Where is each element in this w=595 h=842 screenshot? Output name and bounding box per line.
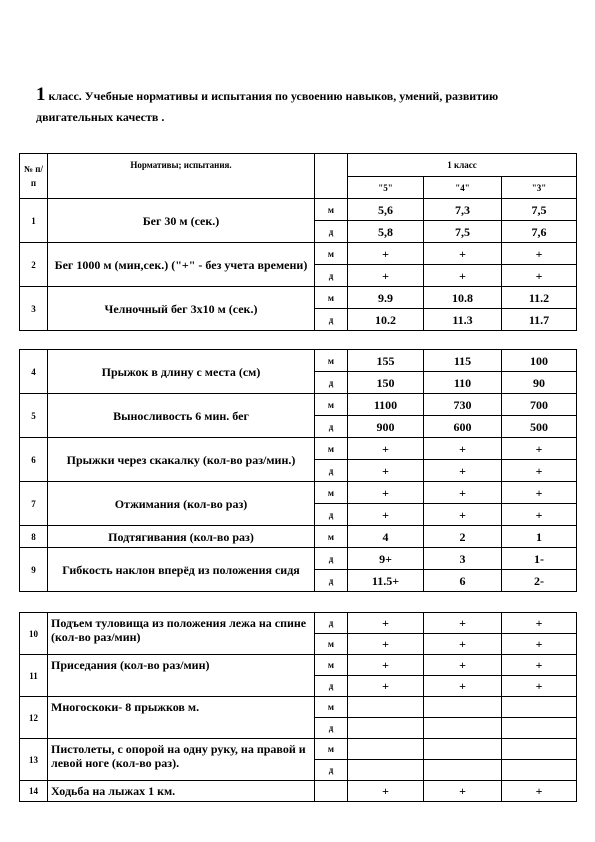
grade-4-value: 6 bbox=[424, 570, 502, 592]
grade-5-value: + bbox=[348, 265, 424, 287]
grade-4-value: + bbox=[424, 460, 502, 482]
gender-cell: д bbox=[315, 570, 348, 592]
grade-5-value: 150 bbox=[348, 372, 424, 394]
grade-4-value: + bbox=[424, 655, 502, 676]
norm-name: Бег 30 м (сек.) bbox=[48, 199, 315, 243]
row-number: 11 bbox=[20, 655, 48, 697]
header-grade-5: "5" bbox=[348, 177, 424, 199]
gender-cell: м bbox=[315, 655, 348, 676]
grade-5-value: + bbox=[348, 634, 424, 655]
table-row bbox=[20, 394, 577, 416]
grade-5-value: + bbox=[348, 482, 424, 504]
grade-4-value: + bbox=[424, 482, 502, 504]
row-number: 5 bbox=[20, 394, 48, 438]
grade-5-value: 9.9 bbox=[348, 287, 424, 309]
gender-cell: м bbox=[315, 438, 348, 460]
grade-4-value: + bbox=[424, 265, 502, 287]
norm-name: Многоскоки- 8 прыжков м. bbox=[48, 697, 315, 739]
norm-name: Бег 1000 м (мин,сек.) ("+" - без учета времени) bbox=[48, 243, 315, 287]
grade-3-value: + bbox=[502, 655, 577, 676]
gender-cell: д bbox=[315, 309, 348, 331]
gender-cell: д bbox=[315, 221, 348, 243]
grade-5-value: 11.5+ bbox=[348, 570, 424, 592]
table-row bbox=[20, 655, 577, 676]
grade-3-value: 100 bbox=[502, 350, 577, 372]
gender-cell: д bbox=[315, 372, 348, 394]
grade-5-value: 10.2 bbox=[348, 309, 424, 331]
norm-name: Ходьба на лыжах 1 км. bbox=[48, 781, 315, 802]
norm-name: Отжимания (кол-во раз) bbox=[48, 482, 315, 526]
row-number: 7 bbox=[20, 482, 48, 526]
row-number: 10 bbox=[20, 613, 48, 655]
grade-4-value: 2 bbox=[424, 526, 502, 548]
row-number: 14 bbox=[20, 781, 48, 802]
grade-5-value: 5,8 bbox=[348, 221, 424, 243]
grade-3-value: + bbox=[502, 243, 577, 265]
gender-cell: м bbox=[315, 199, 348, 221]
grade-3-value: 11.7 bbox=[502, 309, 577, 331]
grade-3-value: 1- bbox=[502, 548, 577, 570]
table-row bbox=[20, 350, 577, 372]
grade-3-value bbox=[502, 739, 577, 760]
table-row bbox=[20, 243, 577, 265]
grade-5-value: 4 bbox=[348, 526, 424, 548]
gender-cell: м bbox=[315, 287, 348, 309]
grade-4-value bbox=[424, 697, 502, 718]
gender-cell: д bbox=[315, 504, 348, 526]
header-class: 1 класс bbox=[348, 154, 577, 177]
grade-4-value: 115 bbox=[424, 350, 502, 372]
table-row bbox=[20, 781, 577, 802]
grade-5-value: + bbox=[348, 243, 424, 265]
gender-cell: м bbox=[315, 394, 348, 416]
grade-4-value: 10.8 bbox=[424, 287, 502, 309]
gender-cell: д bbox=[315, 265, 348, 287]
grade-5-value: 5,6 bbox=[348, 199, 424, 221]
grade-4-value: + bbox=[424, 781, 502, 802]
grade-3-value: 7,5 bbox=[502, 199, 577, 221]
table-row bbox=[20, 287, 577, 309]
gender-cell: д bbox=[315, 760, 348, 781]
row-number: 12 bbox=[20, 697, 48, 739]
grade-4-value bbox=[424, 760, 502, 781]
row-number: 9 bbox=[20, 548, 48, 592]
gender-cell: д bbox=[315, 548, 348, 570]
grade-4-value: + bbox=[424, 676, 502, 697]
gender-cell: д bbox=[315, 460, 348, 482]
grade-3-value: 1 bbox=[502, 526, 577, 548]
gender-cell: д bbox=[315, 676, 348, 697]
header-gender-blank bbox=[315, 154, 348, 199]
norm-name: Подъем туловища из положения лежа на спине (кол-во раз/мин) bbox=[48, 613, 315, 655]
grade-3-value: 7,6 bbox=[502, 221, 577, 243]
header-name: Нормативы; испытания. bbox=[48, 154, 315, 199]
norms-table-section-3 bbox=[19, 612, 577, 802]
table-row bbox=[20, 482, 577, 504]
row-number: 3 bbox=[20, 287, 48, 331]
grade-3-value: 500 bbox=[502, 416, 577, 438]
grade-5-value: 900 bbox=[348, 416, 424, 438]
grade-3-value bbox=[502, 760, 577, 781]
grade-5-value bbox=[348, 697, 424, 718]
table-row bbox=[20, 613, 577, 634]
grade-3-value: 90 bbox=[502, 372, 577, 394]
gender-cell: д bbox=[315, 416, 348, 438]
grade-3-value: 700 bbox=[502, 394, 577, 416]
grade-3-value: 11.2 bbox=[502, 287, 577, 309]
grade-4-value: + bbox=[424, 613, 502, 634]
grade-3-value: + bbox=[502, 781, 577, 802]
grade-3-value: + bbox=[502, 460, 577, 482]
row-number: 2 bbox=[20, 243, 48, 287]
grade-5-value: 9+ bbox=[348, 548, 424, 570]
grade-4-value bbox=[424, 718, 502, 739]
grade-4-value: + bbox=[424, 504, 502, 526]
table-row bbox=[20, 697, 577, 718]
row-number: 13 bbox=[20, 739, 48, 781]
grade-5-value: + bbox=[348, 460, 424, 482]
norm-name: Подтягивания (кол-во раз) bbox=[48, 526, 315, 548]
table-row bbox=[20, 548, 577, 570]
grade-5-value: + bbox=[348, 613, 424, 634]
table-row bbox=[20, 526, 577, 548]
grade-3-value: + bbox=[502, 504, 577, 526]
grade-5-value: + bbox=[348, 504, 424, 526]
norm-name: Прыжки через скакалку (кол-во раз/мин.) bbox=[48, 438, 315, 482]
row-number: 4 bbox=[20, 350, 48, 394]
norms-table-section-2 bbox=[19, 349, 577, 592]
grade-5-value: 1100 bbox=[348, 394, 424, 416]
grade-3-value bbox=[502, 697, 577, 718]
row-number: 6 bbox=[20, 438, 48, 482]
gender-cell: м bbox=[315, 350, 348, 372]
gender-cell: м bbox=[315, 482, 348, 504]
grade-5-value: + bbox=[348, 676, 424, 697]
row-number: 1 bbox=[20, 199, 48, 243]
grade-5-value bbox=[348, 739, 424, 760]
grade-5-value: + bbox=[348, 781, 424, 802]
grade-3-value: 2- bbox=[502, 570, 577, 592]
grade-4-value bbox=[424, 739, 502, 760]
header-grade-3: "3" bbox=[502, 177, 577, 199]
grade-5-value: 155 bbox=[348, 350, 424, 372]
grade-4-value: 600 bbox=[424, 416, 502, 438]
grade-3-value: + bbox=[502, 438, 577, 460]
grade-4-value: + bbox=[424, 438, 502, 460]
norm-name: Приседания (кол-во раз/мин) bbox=[48, 655, 315, 697]
grade-4-value: 7,5 bbox=[424, 221, 502, 243]
grade-4-value: 110 bbox=[424, 372, 502, 394]
row-number: 8 bbox=[20, 526, 48, 548]
norm-name: Челночный бег 3х10 м (сек.) bbox=[48, 287, 315, 331]
gender-cell bbox=[315, 781, 348, 802]
gender-cell: м bbox=[315, 243, 348, 265]
grade-5-value bbox=[348, 760, 424, 781]
table-row bbox=[20, 739, 577, 760]
table-row bbox=[20, 438, 577, 460]
norm-name: Выносливость 6 мин. бег bbox=[48, 394, 315, 438]
gender-cell: м bbox=[315, 739, 348, 760]
table-row bbox=[20, 199, 577, 221]
grade-4-value: 730 bbox=[424, 394, 502, 416]
gender-cell: м bbox=[315, 634, 348, 655]
grade-3-value: + bbox=[502, 613, 577, 634]
grade-4-value: + bbox=[424, 243, 502, 265]
grade-5-value bbox=[348, 718, 424, 739]
gender-cell: м bbox=[315, 526, 348, 548]
title-text: класс. Учебные нормативы и испытания по усвоению навыков, умений, развитию двигательных качеств . bbox=[36, 89, 499, 124]
title-class-number: 1 bbox=[36, 84, 46, 105]
grade-3-value: + bbox=[502, 634, 577, 655]
gender-cell: д bbox=[315, 718, 348, 739]
header-grade-4: "4" bbox=[424, 177, 502, 199]
norms-table-section-1 bbox=[19, 153, 577, 331]
grade-3-value: + bbox=[502, 676, 577, 697]
grade-4-value: + bbox=[424, 634, 502, 655]
grade-4-value: 3 bbox=[424, 548, 502, 570]
grade-5-value: + bbox=[348, 438, 424, 460]
page-title bbox=[36, 84, 556, 128]
grade-3-value: + bbox=[502, 482, 577, 504]
gender-cell: м bbox=[315, 697, 348, 718]
grade-3-value: + bbox=[502, 265, 577, 287]
grade-5-value: + bbox=[348, 655, 424, 676]
grade-3-value bbox=[502, 718, 577, 739]
gender-cell: д bbox=[315, 613, 348, 634]
grade-4-value: 11.3 bbox=[424, 309, 502, 331]
norm-name: Гибкость наклон вперёд из положения сидя bbox=[48, 548, 315, 592]
norm-name: Пистолеты, с опорой на одну руку, на правой и левой ноге (кол-во раз). bbox=[48, 739, 315, 781]
grade-4-value: 7,3 bbox=[424, 199, 502, 221]
header-num: № п/п bbox=[20, 154, 48, 199]
norm-name: Прыжок в длину с места (см) bbox=[48, 350, 315, 394]
